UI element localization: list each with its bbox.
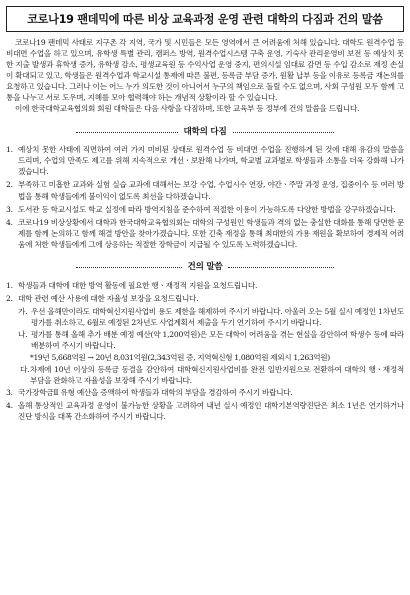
list-item <box>6 400 404 422</box>
item-number: 1. <box>6 145 13 155</box>
sub-item-text: 우선 올해만이라도 대학혁신지원사업비 용도 제한을 해제하여 주시기 바랍니다. 아울러 오는 5월 실시 예정인 1차년도 평가를 취소하고, 6월로 예정된 2차년도 사업계획서 제출을 두기 연기하여 주시기 바랍니다. <box>31 306 404 327</box>
section-title: 대학의 다짐 <box>183 126 227 137</box>
section-title: 건의 말씀 <box>187 262 223 273</box>
budget-calculation-note: *19년 5,668억원 → 20년 8,031억원(2,343억원 증, 지역혁신형 1,080억원 제외시 1,263억원) <box>30 353 330 363</box>
list-item <box>6 293 404 304</box>
intro-section <box>6 37 404 114</box>
item-text: 예상치 못한 사태에 직면하여 여러 가지 미비된 상태로 원격수업 등 비대면 수업을 진행하게 된 것에 대해 유감의 말씀을 드리며, 수업의 만족도 제고를 위해 지속적으로 개선ㆍ보완해 나가며, 학교별 교과별로 학생들과 소통을 더욱 강화해 나가겠습니다. <box>18 145 404 177</box>
item-number: 3. <box>6 388 13 398</box>
proposal-list <box>6 280 404 423</box>
item-text: 국가장학금Ⅱ 유형 예산을 증액하여 학생들과 대학의 부담을 경감하여 주시기 바랍니다. <box>18 388 293 398</box>
document-title: 코로나19 팬데믹에 따른 비상 교육과정 운영 관련 대학의 다짐과 건의 말씀 <box>27 13 383 26</box>
dotted-divider <box>233 132 335 133</box>
title-box <box>6 6 404 32</box>
item-number: 4. <box>6 401 13 411</box>
pledge-list <box>6 144 404 249</box>
section-heading-pledge <box>6 125 404 139</box>
list-item <box>6 387 404 398</box>
list-item <box>6 179 404 201</box>
dotted-divider <box>228 267 334 268</box>
list-item <box>6 144 404 177</box>
list-item <box>6 280 404 291</box>
sub-item <box>18 329 404 351</box>
list-item <box>6 217 404 250</box>
document-body <box>6 37 404 422</box>
item-number: 3. <box>6 204 13 214</box>
item-text: 도서관 등 학교시설도 학교 실정에 따라 방역지침을 준수하여 적절한 이용이 가능하도록 다양한 방법을 강구하겠습니다. <box>18 204 396 214</box>
item-text: 부족하고 미흡한 교과와 실험 실습 교과에 대해서는 보강 수업, 수업시수 연장, 야간ㆍ주말 과정 운영, 집중이수 등 여러 방법을 통해 학생들에게 불이익이 없도록 최선을 다하겠습니다. <box>18 180 404 201</box>
sub-item <box>20 364 404 386</box>
item-text: 코로나19 비상상황에서 대학과 한국대학교육협의회는 대학의 구성원인 학생들과 격의 없는 충실한 대화를 통해 당면한 문제를 함께 논의하고 함께 해결 방안을 찾아가겠습니다. 또한 긴축 재정을 통해 최대한의 가용 재원을 확보하여 경제적 어려움에 처한 학생들에게 그에 상응하는 적절한 장학금이 지급될 수 있도록 노력하겠습니다. <box>18 217 404 249</box>
intro-paragraph: 코로나19 팬데믹 사태로 지구촌 각 지역, 국가 및 시민들은 모든 영역에서 큰 어려움에 처해 있습니다. 대학도 원격수업 등 비대면 수업을 하고 있으며, 유학생 특별 관리, 캠퍼스 방역, 원격수업시스템 구축 운영, 기숙사 관리운영비 보전 등 예상치 못한 지출 발생과 휴학생 증가, 유학생 감소, 평생교육원 등 수익사업 운영 중지, 편의시설 임대료 감면 등 수입 감소로 재정 손실이 확대되고 있고, 학생들은 원격수업과 학교시설 통제에 따른 불편, 등록금 부담 증가, 원활 납부 등을 이유로 등록금 재논의를 요청하고 있습니다. 그러나 이는 어느 누가 의도한 것이 아니어서 누구의 책임으로 돌릴 수도 없으며, 사회 구성원 모두 함께 고통을 나누고 서로 도우며, 지혜를 모아 협력해야 하는 개념적 상황이라 할 수 있습니다. <box>6 38 404 103</box>
item-number: 1. <box>6 280 13 290</box>
sub-item-marker: 다. <box>20 365 30 375</box>
item-text: 대학 관련 예산 사용에 대한 자율성 보장을 요청드립니다. <box>18 293 199 303</box>
sub-item-text: 차제에 10년 이상의 등록금 동결을 감안하여 대학혁신지원사업비를 완전 일반지원으로 전환하여 대학의 행ㆍ재정적 부담을 완화하고 자율성을 보장해 주시기 바랍니다. <box>30 365 404 386</box>
sub-item-marker: 가. <box>18 306 28 316</box>
dotted-divider <box>76 267 182 268</box>
list-item <box>6 204 404 215</box>
item-number: 2. <box>6 293 13 303</box>
section-heading-proposal <box>6 261 404 275</box>
sub-item <box>18 306 404 328</box>
dotted-divider <box>76 132 178 133</box>
sub-item-marker: 나. <box>18 329 28 339</box>
sub-item-text: 평가를 통해 올해 추가 배분 예정 예산(약 1,200억원)은 모든 대학이 어려움을 겪는 현실을 감안하여 학생수 등에 따라 배분하여 주시기 바랍니다. <box>31 329 404 350</box>
item-text: 올해 통상적인 교육과정 운영이 불가능한 상황을 고려하여 내년 실시 예정인 대학기본역량진단은 최소 1년은 연기하거나 진단 방식을 대폭 간소화하여 주시기 바랍니다. <box>18 401 404 422</box>
item-number: 4. <box>6 217 13 227</box>
item-text: 학생들과 대학에 대한 방역 활동에 필요한 행ㆍ재정적 지원을 요청드립니다. <box>18 280 258 290</box>
item-number: 2. <box>6 180 13 190</box>
intro-paragraph: 이에 한국대학교육협의회 회원 대학들은 다음 사항을 다짐하며, 또한 교육부 등 정부에 건의 말씀을 드립니다. <box>15 104 360 114</box>
